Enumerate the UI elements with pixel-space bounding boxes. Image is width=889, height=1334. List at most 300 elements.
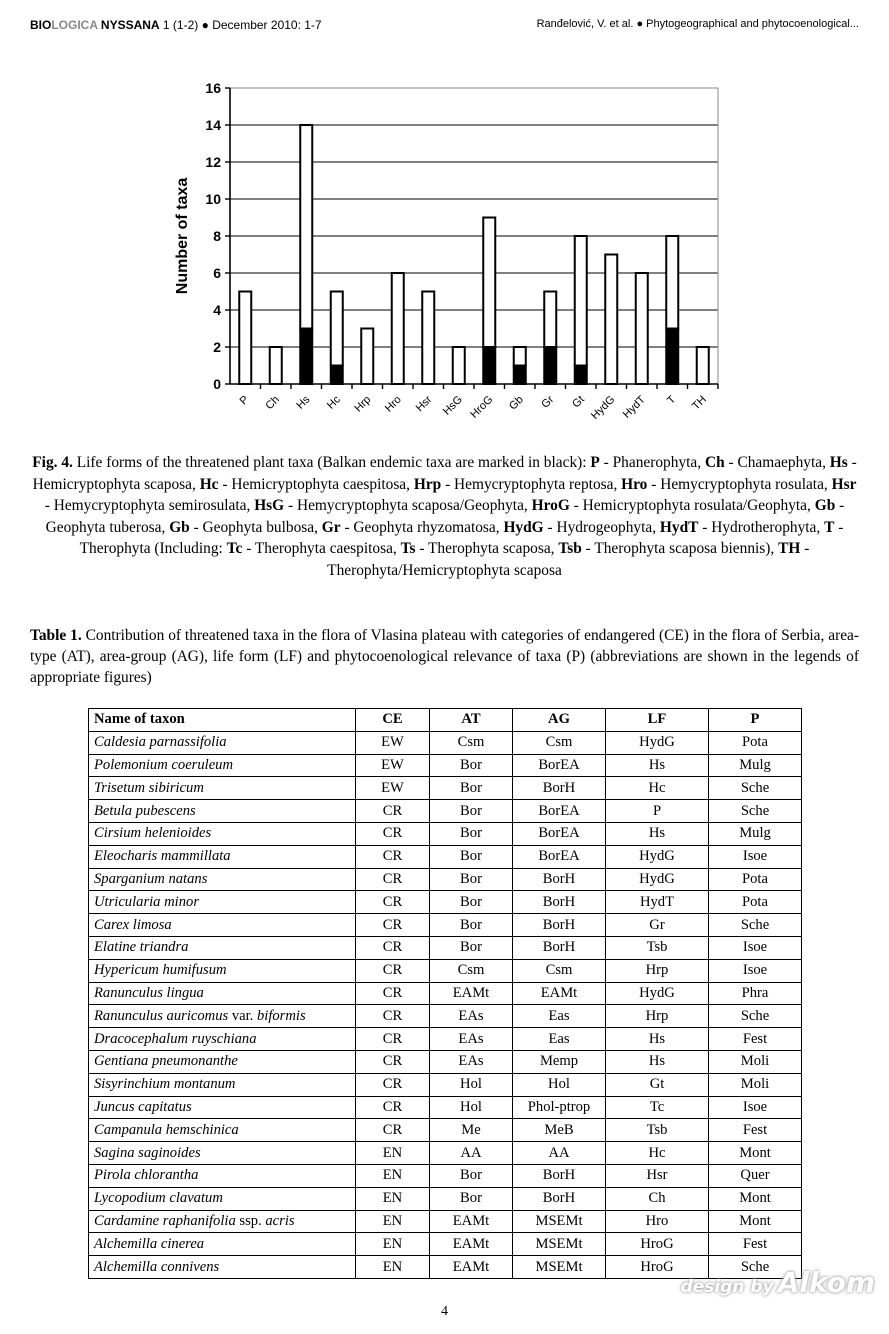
y-tick-label: 6 xyxy=(213,265,221,281)
cell-ce: EN xyxy=(356,1187,430,1210)
cell-p: Sche xyxy=(709,914,802,937)
legend-abbr: Gb xyxy=(814,497,836,515)
table-row xyxy=(89,914,802,937)
journal-name-bold: BIO xyxy=(30,18,52,32)
table-header-row xyxy=(89,709,802,732)
y-tick-label: 10 xyxy=(205,191,221,207)
cell-lf: HydG xyxy=(606,731,709,754)
x-tick-label: P xyxy=(237,393,252,408)
taxon-name: Juncus capitatus xyxy=(94,1098,192,1115)
legend-desc: - Phanerophyta, xyxy=(599,454,705,471)
legend-desc: - Hemicryptophyta scaposa, xyxy=(32,454,857,493)
cell-lf: Tsb xyxy=(606,936,709,959)
x-tick-label: Hs xyxy=(294,393,313,412)
taxon-name-cell xyxy=(89,1256,356,1279)
cell-p: Moli xyxy=(709,1050,802,1073)
table-caption xyxy=(30,625,859,688)
taxon-name-cell xyxy=(89,1233,356,1256)
cell-at: AA xyxy=(430,1142,513,1165)
col-header-p: P xyxy=(709,709,802,732)
x-tick-label: Gr xyxy=(539,393,557,411)
taxon-name: Campanula hemschinica xyxy=(94,1121,239,1138)
taxon-name-cell xyxy=(89,845,356,868)
taxon-name: Pirola chlorantha xyxy=(94,1167,199,1184)
legend-abbr: Gr xyxy=(321,518,341,536)
x-tick-label: HroG xyxy=(468,393,496,421)
cell-lf: Ch xyxy=(606,1187,709,1210)
cell-ag: BorEA xyxy=(513,822,606,845)
bar-segment-endemic xyxy=(483,347,495,384)
table-row xyxy=(89,982,802,1005)
table-row xyxy=(89,1233,802,1256)
cell-at: Bor xyxy=(430,754,513,777)
cell-ag: BorEA xyxy=(513,845,606,868)
y-tick-label: 8 xyxy=(213,228,221,244)
cell-ce: CR xyxy=(356,982,430,1005)
bar-segment-other xyxy=(422,292,434,385)
journal-name-grey: LOGICA xyxy=(51,18,98,32)
legend-desc: - Geophyta tuberosa, xyxy=(45,497,845,536)
cell-p: Mont xyxy=(709,1142,802,1165)
bar-segment-other xyxy=(636,273,648,384)
cell-lf: Hro xyxy=(606,1210,709,1233)
table-row xyxy=(89,1164,802,1187)
cell-lf: Tsb xyxy=(606,1119,709,1142)
cell-at: Bor xyxy=(430,914,513,937)
cell-ag: BorEA xyxy=(513,800,606,823)
cell-ag: EAMt xyxy=(513,982,606,1005)
bar-segment-endemic xyxy=(300,329,312,385)
cell-p: Mulg xyxy=(709,754,802,777)
cell-lf: Hrp xyxy=(606,959,709,982)
cell-ce: EW xyxy=(356,731,430,754)
table-row xyxy=(89,1210,802,1233)
legend-desc: - Hemicryptophyta rosulata/Geophyta, xyxy=(569,497,815,515)
legend-abbr: Tc xyxy=(226,540,243,558)
running-title xyxy=(537,18,859,30)
cell-at: Bor xyxy=(430,868,513,891)
legend-desc: - Geophyta rhyzomatosa, xyxy=(340,518,504,536)
journal-name-rest: NYSSANA xyxy=(97,18,160,32)
cell-lf: HroG xyxy=(606,1233,709,1256)
taxon-name: Alchemilla connivens xyxy=(94,1258,220,1275)
legend-desc: - Therophyta scaposa biennis), xyxy=(581,540,779,558)
cell-ce: CR xyxy=(356,1119,430,1142)
figure-caption xyxy=(30,452,859,582)
taxon-name: Elatine triandra xyxy=(94,939,189,956)
cell-p: Isoe xyxy=(709,1096,802,1119)
table-row xyxy=(89,1050,802,1073)
cell-p: Sche xyxy=(709,1256,802,1279)
cell-ce: CR xyxy=(356,800,430,823)
table-body xyxy=(89,731,802,1278)
cell-lf: HydG xyxy=(606,845,709,868)
bar-segment-other xyxy=(544,292,556,348)
cell-at: EAs xyxy=(430,1028,513,1051)
cell-lf: Hs xyxy=(606,1050,709,1073)
bar-segment-other xyxy=(605,255,617,385)
cell-ce: CR xyxy=(356,891,430,914)
x-tick-label: HydT xyxy=(620,393,648,421)
cell-p: Quer xyxy=(709,1164,802,1187)
journal-issue: 1 (1-2) xyxy=(162,18,199,32)
cell-ce: CR xyxy=(356,936,430,959)
taxon-name-cell xyxy=(89,1119,356,1142)
cell-p: Pota xyxy=(709,891,802,914)
legend-desc: - Hemicryptophyta caespitosa, xyxy=(218,475,414,493)
taxon-name-cell xyxy=(89,1050,356,1073)
cell-ag: MSEMt xyxy=(513,1233,606,1256)
x-tick-label: Gt xyxy=(570,393,587,411)
table-row xyxy=(89,1005,802,1028)
cell-ag: BorH xyxy=(513,1164,606,1187)
legend-abbr: P xyxy=(590,454,600,471)
taxon-name: Hypericum humifusum xyxy=(94,962,227,979)
cell-lf: Hs xyxy=(606,754,709,777)
cell-p: Isoe xyxy=(709,959,802,982)
chart-bars xyxy=(239,125,709,384)
taxon-name-cell xyxy=(89,754,356,777)
col-header-name: Name of taxon xyxy=(89,709,356,732)
table-row xyxy=(89,822,802,845)
taxon-name-cell xyxy=(89,1096,356,1119)
bar-segment-other xyxy=(300,125,312,329)
x-tick-label: Gb xyxy=(507,393,526,413)
legend-desc: - Geophyta bulbosa, xyxy=(189,518,322,536)
bar-segment-other xyxy=(666,236,678,329)
legend-abbr: TH xyxy=(778,540,801,558)
cell-ce: CR xyxy=(356,1028,430,1051)
cell-p: Pota xyxy=(709,868,802,891)
figure-intro: Life forms of the threatened plant taxa (Balkan endemic taxa are marked in black): xyxy=(72,454,591,471)
cell-ce: CR xyxy=(356,1005,430,1028)
cell-lf: Hs xyxy=(606,822,709,845)
cell-at: Bor xyxy=(430,891,513,914)
cell-p: Mont xyxy=(709,1210,802,1233)
table-row xyxy=(89,891,802,914)
cell-p: Moli xyxy=(709,1073,802,1096)
bar-segment-other xyxy=(483,218,495,348)
cell-ce: EW xyxy=(356,777,430,800)
cell-lf: Hc xyxy=(606,1142,709,1165)
cell-lf: P xyxy=(606,800,709,823)
cell-ce: EN xyxy=(356,1142,430,1165)
table-row xyxy=(89,959,802,982)
y-tick-label: 2 xyxy=(213,339,221,355)
taxon-name-cell xyxy=(89,1028,356,1051)
legend-desc: - Hemycryptophyta scaposa/Geophyta, xyxy=(284,497,532,515)
bar-segment-other xyxy=(575,236,587,366)
col-header-ce: CE xyxy=(356,709,430,732)
cell-ag: Csm xyxy=(513,731,606,754)
taxon-name-cell xyxy=(89,800,356,823)
taxon-name-cell xyxy=(89,731,356,754)
cell-at: Bor xyxy=(430,936,513,959)
legend-desc: - Therophyta (Including: xyxy=(79,518,844,558)
cell-ce: EN xyxy=(356,1164,430,1187)
cell-ag: Phol-ptrop xyxy=(513,1096,606,1119)
cell-at: Bor xyxy=(430,800,513,823)
figure-label: Fig. 4. xyxy=(32,454,73,471)
cell-ag: AA xyxy=(513,1142,606,1165)
cell-p: Fest xyxy=(709,1233,802,1256)
legend-abbr: Hsr xyxy=(831,475,857,493)
table-row xyxy=(89,845,802,868)
taxon-name: Utricularia minor xyxy=(94,893,199,910)
cell-at: Bor xyxy=(430,777,513,800)
watermark-logo xyxy=(681,1266,875,1299)
taxon-name-cell xyxy=(89,777,356,800)
cell-ag: MSEMt xyxy=(513,1256,606,1279)
cell-ag: Csm xyxy=(513,959,606,982)
taxon-name: Polemonium coeruleum xyxy=(94,756,234,773)
x-tick-label: Hro xyxy=(382,393,404,415)
cell-at: EAMt xyxy=(430,1256,513,1279)
running-paper-title: Phytogeographical and phytocoenological... xyxy=(646,18,859,30)
taxon-name: Ranunculus lingua xyxy=(94,984,204,1001)
legend-abbr: Ts xyxy=(400,540,416,558)
bar-segment-other xyxy=(453,347,465,384)
cell-at: Hol xyxy=(430,1073,513,1096)
taxon-name-cell xyxy=(89,1164,356,1187)
cell-at: EAMt xyxy=(430,1210,513,1233)
cell-p: Sche xyxy=(709,777,802,800)
legend-abbr: Hrp xyxy=(413,475,442,493)
journal-header xyxy=(30,18,322,32)
cell-p: Pota xyxy=(709,731,802,754)
taxon-name: Trisetum sibiricum xyxy=(94,779,204,796)
bar-segment-endemic xyxy=(544,347,556,384)
cell-at: Me xyxy=(430,1119,513,1142)
table-row xyxy=(89,1028,802,1051)
legend-desc: - Therophyta scaposa, xyxy=(415,540,559,558)
taxon-rank: var. xyxy=(228,1007,257,1024)
cell-at: Hol xyxy=(430,1096,513,1119)
cell-ag: Eas xyxy=(513,1005,606,1028)
taxon-name: Eleocharis mammillata xyxy=(94,848,231,865)
table-row xyxy=(89,1187,802,1210)
taxon-name: Gentiana pneumonanthe xyxy=(94,1053,238,1070)
col-header-lf: LF xyxy=(606,709,709,732)
legend-abbr: T xyxy=(824,518,835,536)
taxon-name: Ranunculus auricomus xyxy=(94,1007,229,1024)
y-tick-label: 0 xyxy=(213,376,221,392)
table-caption-text: Contribution of threatened taxa in the flora of Vlasina plateau with categories of endangered (CE) in the flora of Serbia, area-type (AT), area-group (AG), life form (LF) and phytocoenological relevance of taxa (P) (abbreviations are shown in the legends of appropriate figures) xyxy=(30,627,860,686)
taxon-rank: ssp. xyxy=(235,1212,266,1229)
cell-lf: Gr xyxy=(606,914,709,937)
cell-ce: CR xyxy=(356,845,430,868)
cell-p: Sche xyxy=(709,800,802,823)
bar-segment-other xyxy=(514,347,526,366)
taxon-name-cell xyxy=(89,1142,356,1165)
bar-segment-other xyxy=(697,347,709,384)
legend-desc: - Hydrotherophyta, xyxy=(698,518,825,536)
taxon-name-cell xyxy=(89,936,356,959)
taxon-name-cell xyxy=(89,1187,356,1210)
cell-ag: BorH xyxy=(513,914,606,937)
cell-p: Mulg xyxy=(709,822,802,845)
cell-lf: HroG xyxy=(606,1256,709,1279)
taxon-name-cell xyxy=(89,868,356,891)
legend-desc: - Chamaephyta, xyxy=(724,454,830,471)
watermark-small-text: design by xyxy=(680,1277,774,1297)
cell-ce: EN xyxy=(356,1210,430,1233)
y-tick-label: 12 xyxy=(205,154,221,170)
taxon-infraspecific-name: biformis xyxy=(256,1007,306,1024)
cell-p: Mont xyxy=(709,1187,802,1210)
cell-ag: BorH xyxy=(513,868,606,891)
taxon-name: Cardamine raphanifolia xyxy=(94,1212,236,1229)
legend-desc: - Hemycryptophyta semirosulata, xyxy=(44,497,255,515)
taxon-name: Sparganium natans xyxy=(94,870,208,887)
x-tick-label: Hrp xyxy=(352,393,374,415)
table-row xyxy=(89,1073,802,1096)
legend-abbr: HydG xyxy=(503,518,544,536)
bullet-icon: ● xyxy=(636,18,644,30)
bar-segment-endemic xyxy=(575,366,587,385)
cell-ce: EW xyxy=(356,754,430,777)
cell-at: Csm xyxy=(430,731,513,754)
cell-ag: BorH xyxy=(513,936,606,959)
x-axis-ticks xyxy=(238,384,718,422)
legend-desc: - Hydrogeophyta, xyxy=(543,518,660,536)
cell-at: Bor xyxy=(430,822,513,845)
cell-ce: CR xyxy=(356,959,430,982)
cell-ag: Eas xyxy=(513,1028,606,1051)
cell-at: Bor xyxy=(430,845,513,868)
bar-segment-other xyxy=(239,292,251,385)
legend-desc: - Therophyta/Hemicryptophyta scaposa xyxy=(327,540,810,579)
table-row xyxy=(89,868,802,891)
taxon-name-cell xyxy=(89,1005,356,1028)
legend-abbr: HydT xyxy=(659,518,699,536)
x-tick-label: T xyxy=(665,393,679,407)
cell-lf: Hs xyxy=(606,1028,709,1051)
cell-ag: BorH xyxy=(513,891,606,914)
threatened-taxa-table xyxy=(88,708,802,1279)
cell-ag: BorH xyxy=(513,777,606,800)
legend-abbr: Hs xyxy=(829,454,848,471)
legend-abbr: Hc xyxy=(199,475,219,493)
legend-abbr: HsG xyxy=(254,497,285,515)
table-row xyxy=(89,731,802,754)
cell-p: Phra xyxy=(709,982,802,1005)
cell-ce: CR xyxy=(356,1073,430,1096)
legend-abbr: HroG xyxy=(531,497,570,515)
taxon-name-cell xyxy=(89,822,356,845)
cell-ag: Hol xyxy=(513,1073,606,1096)
legend-abbr: Tsb xyxy=(558,540,582,558)
cell-p: Sche xyxy=(709,1005,802,1028)
cell-at: Bor xyxy=(430,1164,513,1187)
cell-at: EAMt xyxy=(430,982,513,1005)
bar-segment-other xyxy=(361,329,373,385)
cell-ag: MSEMt xyxy=(513,1210,606,1233)
taxon-name: Alchemilla cinerea xyxy=(94,1235,205,1252)
cell-ce: EN xyxy=(356,1256,430,1279)
taxon-name-cell xyxy=(89,914,356,937)
legend-abbr: Gb xyxy=(169,518,190,536)
cell-ag: BorEA xyxy=(513,754,606,777)
cell-ce: CR xyxy=(356,1050,430,1073)
cell-ce: CR xyxy=(356,1096,430,1119)
bar-segment-endemic xyxy=(514,366,526,385)
cell-lf: HydG xyxy=(606,868,709,891)
cell-ag: BorH xyxy=(513,1187,606,1210)
table-row xyxy=(89,1142,802,1165)
cell-ag: Memp xyxy=(513,1050,606,1073)
legend-desc: - Hemycryptophyta reptosa, xyxy=(441,475,622,493)
table-row xyxy=(89,936,802,959)
taxon-name: Lycopodium clavatum xyxy=(94,1190,223,1207)
cell-lf: Tc xyxy=(606,1096,709,1119)
taxon-name: Carex limosa xyxy=(94,916,172,933)
cell-lf: Hrp xyxy=(606,1005,709,1028)
cell-lf: HydT xyxy=(606,891,709,914)
taxon-name-cell xyxy=(89,1210,356,1233)
cell-lf: Hc xyxy=(606,777,709,800)
table-label: Table 1. xyxy=(30,627,82,644)
taxon-name: Sisyrinchium montanum xyxy=(94,1076,236,1093)
cell-ce: CR xyxy=(356,822,430,845)
bar-segment-other xyxy=(392,273,404,384)
table-row xyxy=(89,777,802,800)
cell-lf: Gt xyxy=(606,1073,709,1096)
cell-at: EAs xyxy=(430,1050,513,1073)
taxon-name: Betula pubescens xyxy=(94,802,196,819)
x-tick-label: TH xyxy=(690,393,709,413)
x-tick-label: HydG xyxy=(588,393,618,423)
x-tick-label: Hsr xyxy=(413,393,435,415)
cell-ce: CR xyxy=(356,868,430,891)
bar-segment-endemic xyxy=(666,329,678,385)
legend-abbr: Ch xyxy=(704,454,725,471)
x-tick-label: Ch xyxy=(263,393,282,413)
cell-at: EAs xyxy=(430,1005,513,1028)
legend-abbr: Hro xyxy=(621,475,648,493)
y-tick-label: 4 xyxy=(213,302,221,318)
taxon-name-cell xyxy=(89,1073,356,1096)
cell-ce: CR xyxy=(356,914,430,937)
taxon-name: Caldesia parnassifolia xyxy=(94,734,227,751)
cell-lf: HydG xyxy=(606,982,709,1005)
cell-p: Isoe xyxy=(709,936,802,959)
y-tick-label: 16 xyxy=(205,80,221,96)
cell-p: Fest xyxy=(709,1028,802,1051)
watermark-brand-text: Alkom xyxy=(777,1266,875,1299)
taxon-name-cell xyxy=(89,959,356,982)
cell-at: Bor xyxy=(430,1187,513,1210)
x-tick-label: Hc xyxy=(324,393,343,412)
cell-p: Fest xyxy=(709,1119,802,1142)
taxon-name: Dracocephalum ruyschiana xyxy=(94,1030,257,1047)
taxon-name: Cirsium helenioides xyxy=(94,825,212,842)
cell-ag: MeB xyxy=(513,1119,606,1142)
table-row xyxy=(89,1119,802,1142)
y-tick-label: 14 xyxy=(205,117,221,133)
y-axis-ticks xyxy=(205,80,230,392)
cell-at: Csm xyxy=(430,959,513,982)
bar-segment-endemic xyxy=(331,366,343,385)
taxon-name-cell xyxy=(89,982,356,1005)
running-authors: Ranđelović, V. et al. xyxy=(536,18,634,30)
cell-p: Isoe xyxy=(709,845,802,868)
figure-legend xyxy=(33,454,857,579)
life-forms-bar-chart xyxy=(150,70,740,430)
col-header-ag: AG xyxy=(513,709,606,732)
taxon-name: Sagina saginoides xyxy=(94,1144,201,1161)
bar-segment-other xyxy=(331,292,343,366)
